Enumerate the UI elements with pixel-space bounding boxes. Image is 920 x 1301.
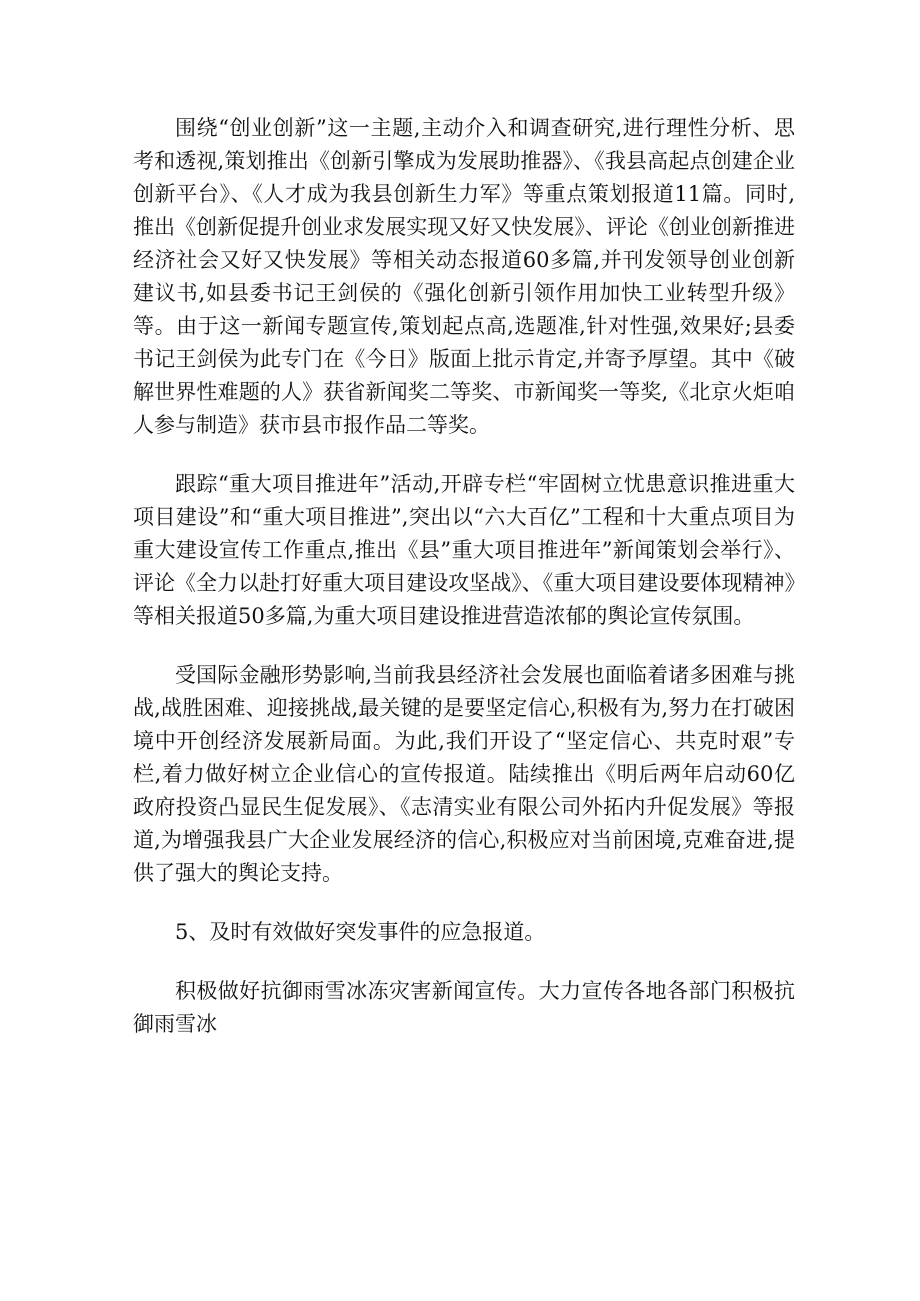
- paragraph-innovation: 围绕“创业创新”这一主题,主动介入和调查研究,进行理性分析、思考和透视,策划推出《创新引擎成为发展助推器》、《我县高起点创建企业创新平台》、《人才成为我县创新生力军》等重点策划报道11篇。同时,推出《创新促提升创业求发展实现又好又快发展》、评论《创业创新推进经济社会又好又快发展》等相关动态报道60多篇,并刊发领导创业创新建议书,如县委书记王剑侯的《强化创新引领作用加快工业转型升级》等。由于这一新闻专题宣传,策划起点高,选题准,针对性强,效果好;县委书记王剑侯为此专门在《今日》版面上批示肯定,并寄予厚望。其中《破解世界性难题的人》获省新闻奖二等奖、市新闻奖一等奖,《北京火炬咱人参与制造》获市县市报作品二等奖。: [133, 116, 795, 437]
- paragraph-major-projects: 跟踪“重大项目推进年”活动,开辟专栏“牢固树立忧患意识推进重大项目建设”和“重大项目推进”,突出以“六大百亿”工程和十大重点项目为重大建设宣传工作重点,推出《县”重大项目推进年”新闻策划会举行》、评论《全力以赴打好重大项目建设攻坚战》、《重大项目建设要体现精神》等相关报道50多篇,为重大项目建设推进营造浓郁的舆论宣传氛围。: [133, 472, 795, 628]
- section-heading-emergency-reporting: 5、及时有效做好突发事件的应急报道。: [175, 920, 546, 944]
- paragraph-snow-disaster: 积极做好抗御雨雪冰冻灾害新闻宣传。大力宣传各地各部门积极抗御雨雪冰: [133, 979, 795, 1036]
- document-body: [133, 112, 795, 1041]
- paragraph-confidence: 受国际金融形势影响,当前我县经济社会发展也面临着诸多困难与挑战,战胜困难、迎接挑战,最关键的是要坚定信心,积极有为,努力在打破困境中开创经济发展新局面。为此,我们开设了“坚定信心、共克时艰”专栏,着力做好树立企业信心的宣传报道。陆续推出《明后两年启动60亿政府投资凸显民生促发展》、《志清实业有限公司外拓内升促发展》等报道,为增强我县广大企业发展经济的信心,积极应对当前困境,克难奋进,提供了强大的舆论支持。: [133, 663, 795, 885]
